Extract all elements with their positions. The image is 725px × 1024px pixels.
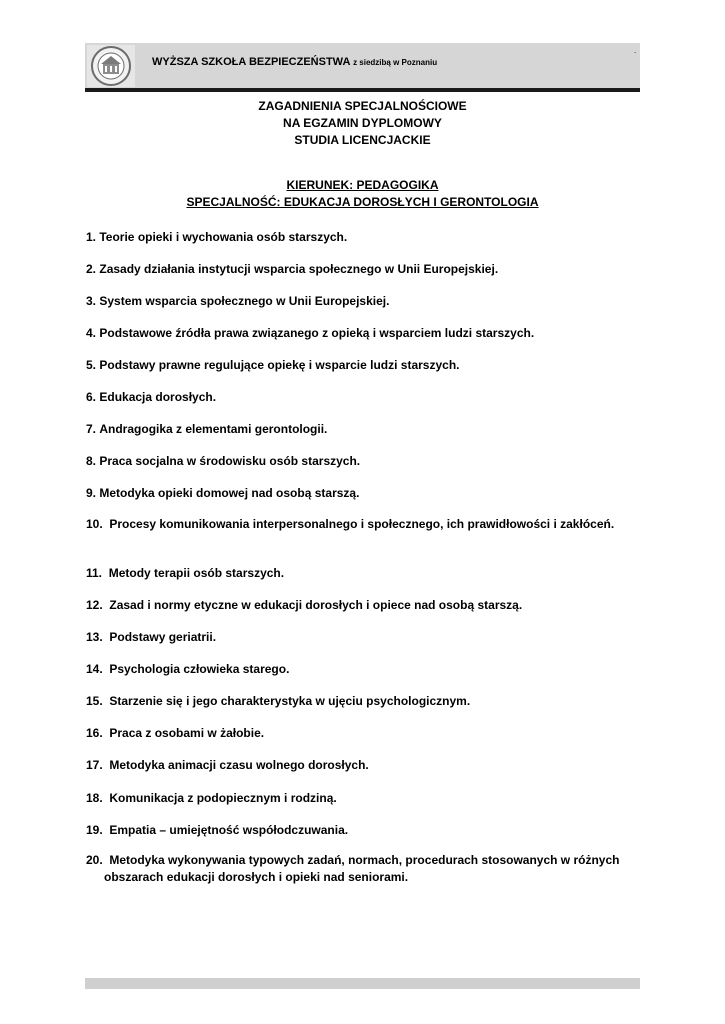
list-item (86, 661, 646, 678)
list-item (86, 293, 646, 310)
list-item-number: 12. (86, 598, 103, 612)
list-item-text: Starzenie się i jego charakterystyka w ujęciu psychologicznym. (109, 694, 471, 708)
specialty-heading: SPECJALNOŚĆ: EDUKACJA DOROSŁYCH I GERONTOLOGIA (186, 195, 539, 209)
list-item-number: 4. (86, 326, 97, 340)
title-line-1: ZAGADNIENIA SPECJALNOŚCIOWE (258, 99, 467, 113)
list-item-text: Podstawy prawne regulujące opiekę i wsparcie ludzi starszych. (99, 358, 460, 372)
list-item-number: 14. (86, 662, 103, 676)
list-item-number: 18. (86, 791, 103, 805)
list-item-text: Komunikacja z podopiecznym i rodziną. (109, 791, 337, 805)
list-item-text: Metodyka wykonywania typowych zadań, normach, procedurach stosowanych w różnych obszarach edukacji dorosłych i opieki nad seniorami. (104, 853, 620, 884)
list-item-text: Empatia – umiejętność współodczuwania. (109, 823, 349, 837)
list-item-number: 15. (86, 694, 103, 708)
list-item (86, 725, 646, 742)
list-item (86, 852, 664, 886)
list-item (86, 757, 646, 774)
list-item-text: Edukacja dorosłych. (99, 390, 217, 404)
list-item-number: 17. (86, 758, 103, 772)
list-item (86, 597, 646, 614)
university-seal-icon (87, 45, 135, 87)
list-item (86, 629, 646, 646)
corner-mark: . (634, 46, 637, 55)
school-name-main: WYŻSZA SZKOŁA BEZPIECZEŃSTWA (152, 56, 350, 68)
list-item-number: 6. (86, 390, 97, 404)
list-item (86, 516, 646, 533)
list-item-text: Zasad i normy etyczne w edukacji dorosłych i opiece nad osobą starszą. (109, 598, 523, 612)
list-item-text: Metody terapii osób starszych. (108, 566, 285, 580)
footer-band (85, 978, 640, 989)
list-item-number: 3. (86, 294, 97, 308)
list-item-text: Psychologia człowieka starego. (109, 662, 290, 676)
header-divider (85, 88, 640, 92)
list-item-number: 1. (86, 230, 97, 244)
list-item (86, 693, 646, 710)
list-item (86, 421, 646, 438)
list-item-number: 5. (86, 358, 97, 372)
list-item (86, 822, 646, 839)
list-item-text: Procesy komunikowania interpersonalnego i społecznego, ich prawidłowości i zakłóceń. (109, 517, 615, 531)
list-item (86, 229, 646, 246)
list-item (86, 485, 646, 502)
list-item-number: 7. (86, 422, 97, 436)
list-item-number: 9. (86, 486, 97, 500)
list-item-number: 2. (86, 262, 97, 276)
list-item-text: Metodyka opieki domowej nad osobą starszą. (99, 486, 360, 500)
list-item-number: 20. (86, 853, 103, 867)
list-item (86, 325, 646, 342)
list-item (86, 453, 646, 470)
list-item-text: Andragogika z elementami gerontologii. (99, 422, 328, 436)
title-line-2: NA EGZAMIN DYPLOMOWY (283, 116, 442, 130)
list-item-number: 11. (86, 566, 103, 580)
list-item-number: 13. (86, 630, 103, 644)
list-item (86, 357, 646, 374)
list-item-text: Praca socjalna w środowisku osób starszych. (99, 454, 361, 468)
list-item-number: 16. (86, 726, 103, 740)
list-item-text: Podstawy geriatrii. (109, 630, 217, 644)
list-item-number: 8. (86, 454, 97, 468)
list-item-text: Zasady działania instytucji wsparcia społecznego w Unii Europejskiej. (99, 262, 499, 276)
list-item (86, 261, 646, 278)
list-item (86, 389, 646, 406)
list-item-number: 10. (86, 517, 103, 531)
list-item-text: Metodyka animacji czasu wolnego dorosłych. (109, 758, 369, 772)
school-name-suffix: z siedzibą w Poznaniu (353, 58, 438, 67)
school-name (152, 56, 437, 68)
list-item-text: Podstawowe źródła prawa związanego z opieką i wsparciem ludzi starszych. (99, 326, 535, 340)
list-item-number: 19. (86, 823, 103, 837)
list-item-text: System wsparcia społecznego w Unii Europejskiej. (99, 294, 390, 308)
direction-heading: KIERUNEK: PEDAGOGIKA (286, 178, 439, 192)
list-item (86, 790, 646, 807)
list-item (86, 565, 646, 582)
list-item-text: Teorie opieki i wychowania osób starszych. (99, 230, 348, 244)
list-item-text: Praca z osobami w żałobie. (109, 726, 265, 740)
title-line-3: STUDIA LICENCJACKIE (294, 133, 431, 147)
